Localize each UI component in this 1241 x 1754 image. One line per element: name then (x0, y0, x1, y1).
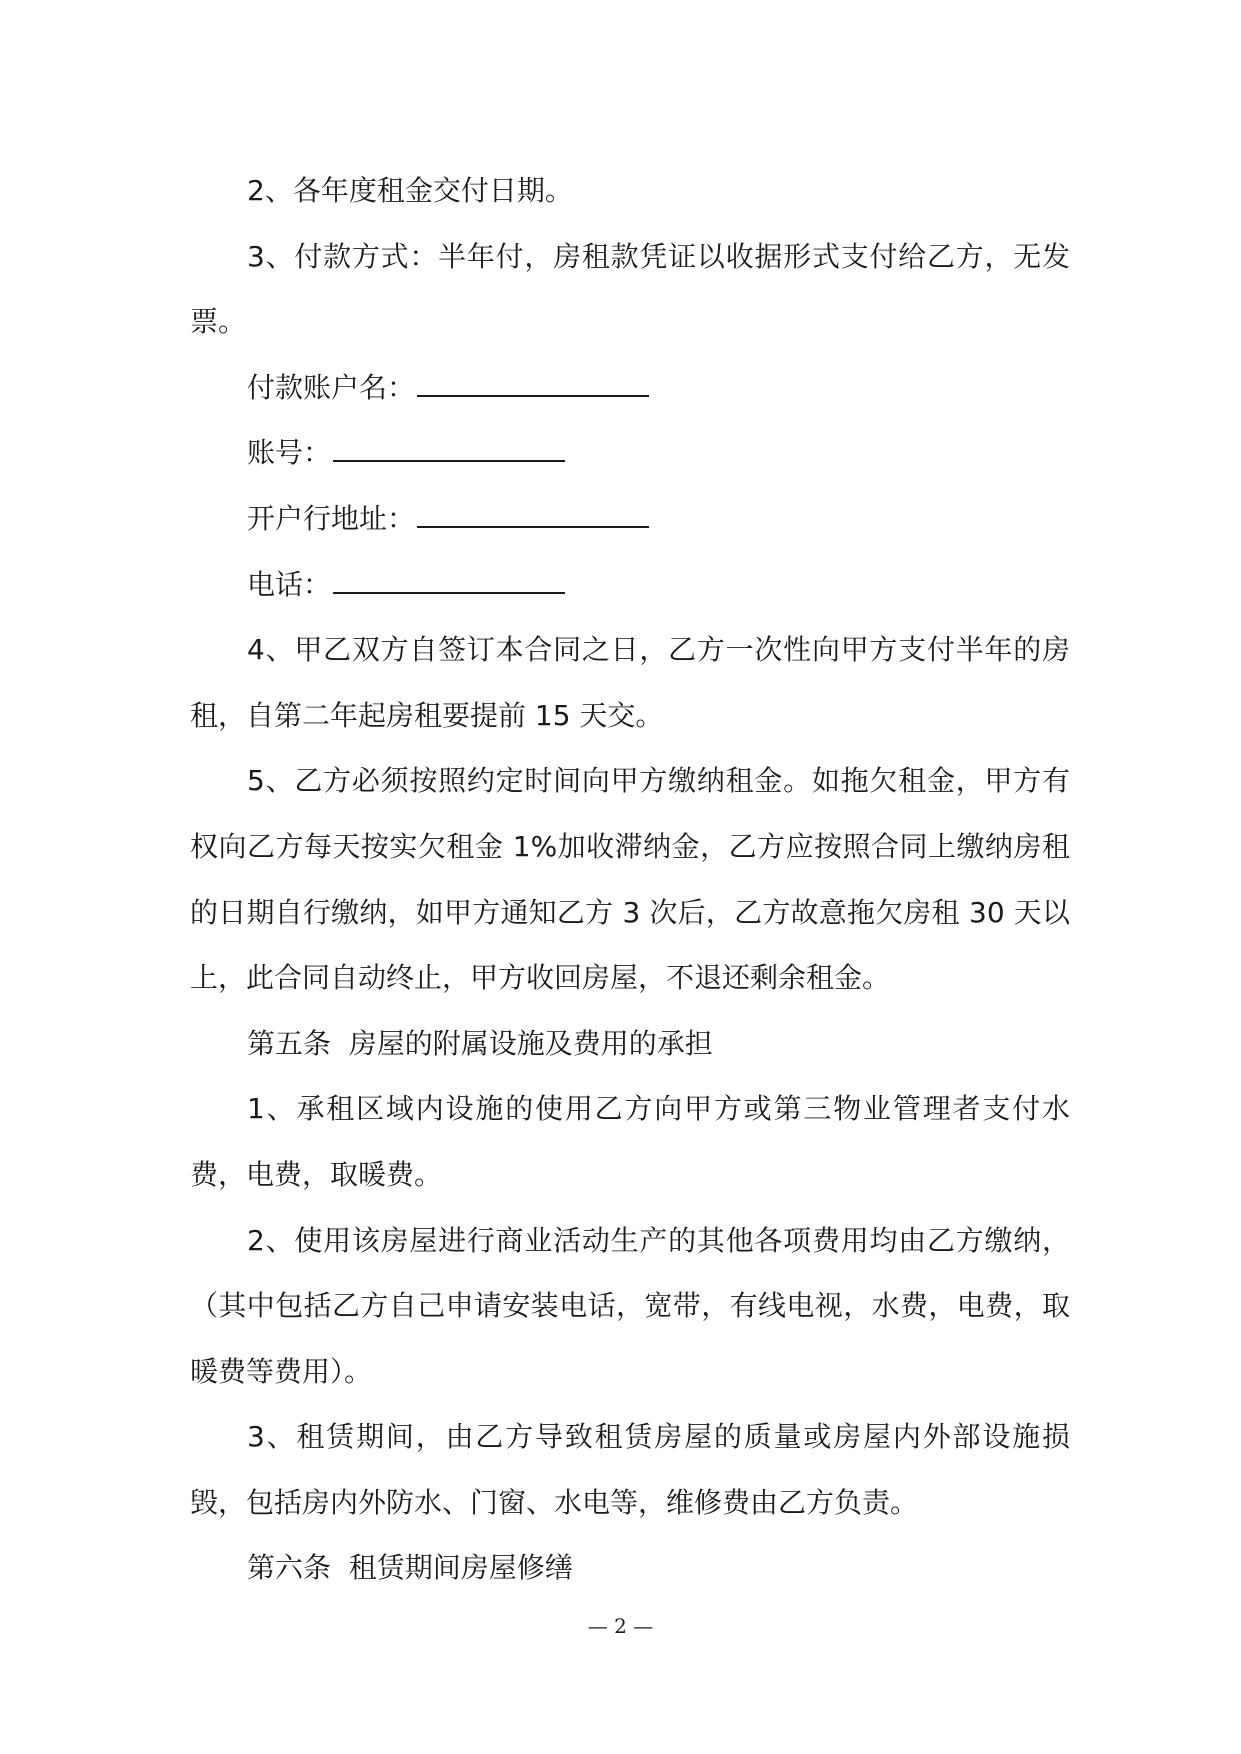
document-body (190, 158, 1070, 1601)
blank-line (333, 566, 565, 594)
field-account-number (190, 420, 1070, 486)
field-account-name (190, 355, 1070, 421)
page-number: — 2 — (587, 1614, 654, 1638)
paragraph-late-payment: 5、乙方必须按照约定时间向甲方缴纳租金。如拖欠租金，甲方有权向乙方每天按实欠租金 1%加收滞纳金，乙方应按照合同上缴纳房租的日期自行缴纳，如甲方通知乙方 3 次后，乙方故意拖欠房租 30 天以上，此合同自动终止，甲方收回房屋，不退还剩余租金。 (190, 764, 1070, 995)
paragraph-first-payment: 4、甲乙双方自签订本合同之日，乙方一次性向甲方支付半年的房租，自第二年起房租要提前 15 天交。 (190, 633, 1070, 732)
paragraph-damage-repair: 3、租赁期间，由乙方导致租赁房屋的质量或房屋内外部设施损毁，包括房内外防水、门窗、水电等，维修费由乙方负责。 (190, 1420, 1070, 1519)
field-bank-address (190, 486, 1070, 552)
paragraph-payment-method: 3、付款方式：半年付，房租款凭证以收据形式支付给乙方，无发票。 (190, 239, 1070, 339)
paragraph-facility-fees: 1、承租区域内设施的使用乙方向甲方或第三物业管理者支付水费，电费，取暖费。 (190, 1092, 1070, 1191)
article-six-heading: 第六条 租赁期间房屋修缮 (247, 1551, 573, 1585)
blank-line (417, 500, 649, 528)
blank-line (417, 369, 649, 397)
article-five-heading: 第五条 房屋的附属设施及费用的承担 (247, 1026, 713, 1060)
field-label: 开户行地址： (247, 501, 416, 535)
paragraph-other-fees: 2、使用该房屋进行商业活动生产的其他各项费用均由乙方缴纳，（其中包括乙方自己申请安装电话，宽带，有线电视，水费，电费，取暖费等费用）。 (190, 1223, 1070, 1388)
field-phone (190, 552, 1070, 618)
blank-line (333, 434, 565, 462)
field-label: 付款账户名： (247, 370, 416, 404)
field-label: 账号： (247, 436, 332, 470)
paragraph-rent-payment-date: 2、各年度租金交付日期。 (247, 174, 573, 207)
field-label: 电话： (247, 567, 332, 601)
